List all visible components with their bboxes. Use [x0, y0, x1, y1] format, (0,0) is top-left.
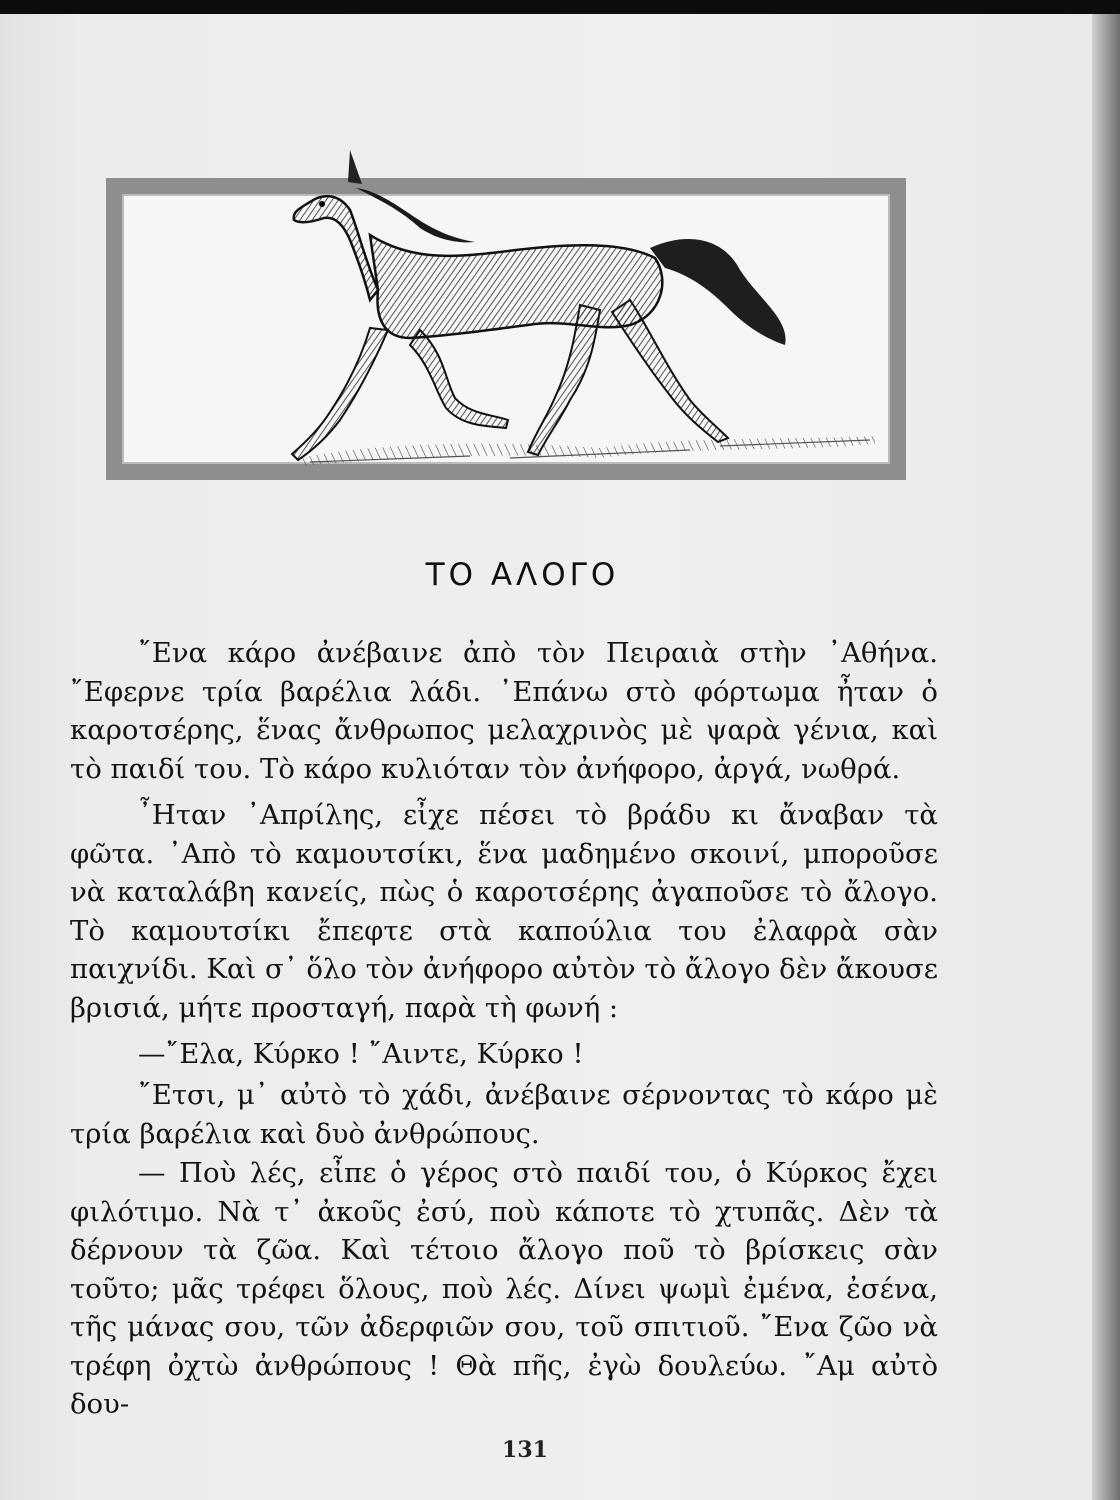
- horse-icon: [270, 140, 900, 480]
- dialogue-line: —῎Ελα, Κύρκο ! ῎Αιντε, Κύρκο !: [138, 1038, 584, 1070]
- page-number: 131: [502, 1437, 548, 1463]
- paragraph-3: ῎Ετσι, μ᾿ αὐτὸ τὸ χάδι, ἀνέβαινε σέρνοντας τὸ κάρο μὲ τρία βαρέλια καὶ δυὸ ἀνθρώπους.: [70, 1079, 938, 1150]
- page-spine-shadow: [1092, 14, 1120, 1500]
- page-title: ΤΟ ΑΛΟΓΟ: [425, 557, 620, 593]
- scan-top-edge: [0, 0, 1120, 14]
- paragraph-4: — Ποὺ λές, εἶπε ὁ γέρος στὸ παιδί του, ὁ Κύρκος ἔχει φιλότιμο. Νὰ τ᾿ ἀκοῦς ἐσύ, ποὺ κάποτε τὸ χτυπᾶς. Δὲν τὰ δέρνουν τὰ ζῶα. Καὶ τέτοιο ἄλογο ποῦ τὸ βρίσκεις σὰν τοῦτο; μᾶς τρέφει ὅλους, ποὺ λές. Δίνει ψωμὶ ἐμένα, ἐσένα, τῆς μάνας σου, τῶν ἀδερφιῶν σου, τοῦ σπιτιοῦ. ῎Ενα ζῶο νὰ τρέφη ὀχτὼ ἀνθρώπους ! Θὰ πῆς, ἐγὼ δουλεύω. ῎Αμ αὐτὸ δου-: [70, 1157, 938, 1420]
- paragraph-1: ῎Ενα κάρο ἀνέβαινε ἀπὸ τὸν Πειραιὰ στὴν ᾿Αθήνα. ῎Εφερνε τρία βαρέλια λάδι. ᾿Επάνω στὸ φόρτωμα ἦταν ὁ καροτσέρης, ἕνας ἄνθρωπος μελαχρινὸς μὲ ψαρὰ γένια, καὶ τὸ παιδί του. Τὸ κάρο κυλιόταν τὸν ἀνήφορο, ἀργά, νωθρά.: [70, 637, 938, 785]
- paragraph-2: ῏Ηταν ᾿Απρίλης, εἶχε πέσει τὸ βράδυ κι ἄναβαν τὰ φῶτα. ᾿Απὸ τὸ καμουτσίκι, ἕνα μαδημένο σκοινί, μποροῦσε νὰ καταλάβη κανείς, πὼς ὁ καροτσέρης ἀγαποῦσε τὸ ἄλογο. Τὸ καμουτσίκι ἔπεφτε στὰ καπούλια του ἐλαφρὰ σὰν παιχνίδι. Καὶ σ᾿ ὅλο τὸν ἀνήφορο αὐτὸν τὸ ἄλογο δὲν ἄκουσε βρισιά, μήτε προσταγή, παρὰ τὴ φωνή :: [70, 799, 939, 1024]
